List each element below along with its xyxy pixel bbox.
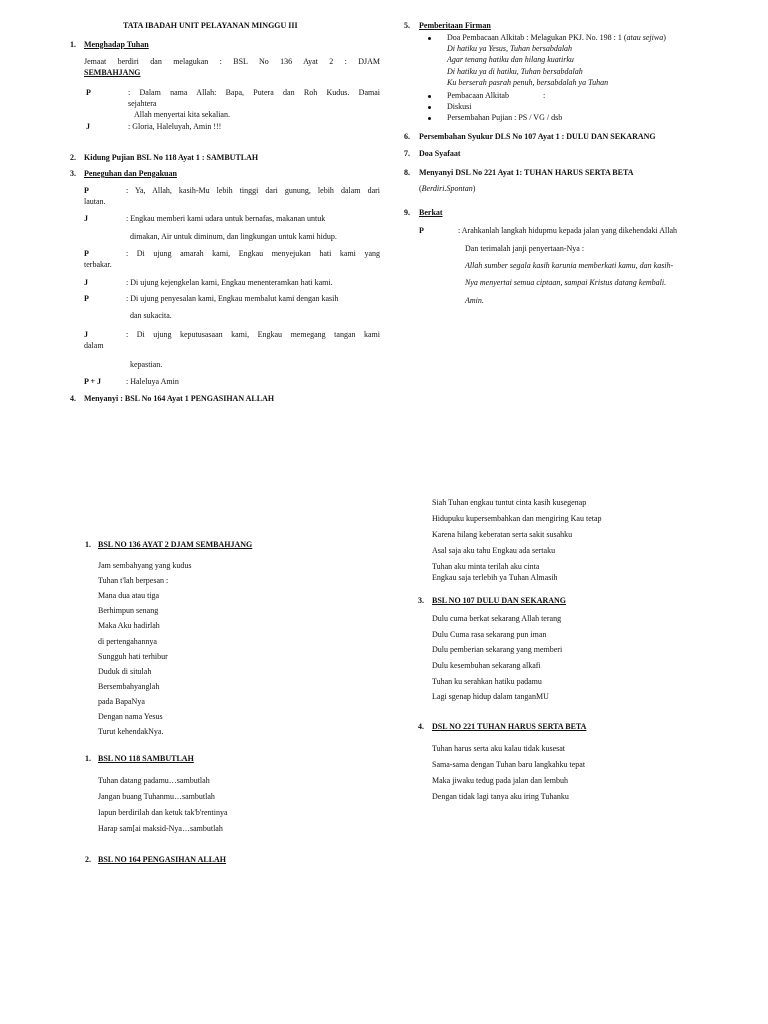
s9-line-1: : Arahkanlah langkah hidupmu kepada jalan yang dikehendaki Allah	[458, 226, 678, 235]
song1-title: BSL NO 136 AYAT 2 DJAM SEMBAHJANG	[98, 540, 253, 549]
song3-num: 2.	[85, 855, 91, 864]
s3-num: 3.	[70, 169, 76, 178]
song3-title: BSL NO 164 PENGASIHAN ALLAH	[98, 855, 227, 864]
s9-line-3: Allah sumber segala kasih karunia memberkati kamu, dan kasih-	[465, 261, 674, 270]
song1-line: Jam sembahyang yang kudus	[98, 561, 192, 570]
s3-r1-label: P	[84, 186, 89, 195]
song4-line: Dulu pemberian sekarang yang memberi	[432, 645, 563, 654]
s3-r3-text: : Di ujung amarah kami, Engkau menyejukan hati kami yang	[126, 249, 380, 258]
song2-line: Jangan buang Tuhanmu…sambutlah	[98, 792, 215, 801]
s5-lyric-1: Di hatiku ya Yesus, Tuhan bersabdalah	[447, 44, 573, 53]
song5-line: Sama-sama dengan Tuhan baru langkahku tepat	[432, 760, 586, 769]
song1-line: di pertengahannya	[98, 637, 157, 646]
song1-line: Bersembahyanglah	[98, 682, 160, 691]
song5-line: Maka jiwaku tedug pada jalan dan lembuh	[432, 776, 568, 785]
verse-line: Siah Tuhan engkau tuntut cinta kasih kusegenap	[432, 498, 587, 507]
s5-lyric-4: Ku berserah pasrah penuh, bersabdalah ya Tuhan	[447, 78, 609, 87]
s5-lyric-3: Di hatiku ya di hatiku, Tuhan bersabdalah	[447, 67, 583, 76]
s9-p-label: P	[419, 226, 424, 235]
s1-j-label: J	[86, 122, 90, 131]
s3-r2-label: J	[84, 214, 88, 223]
s9-title: Berkat	[419, 208, 443, 217]
s3-r3-text-b: terbakar.	[84, 260, 112, 269]
s1-p-text-c: Allah menyertai kita sekalian.	[134, 110, 230, 119]
song5-line: Dengan tidak lagi tanya aku iring Tuhanku	[432, 792, 569, 801]
s3-r4-text: : Di ujung kejengkelan kami, Engkau menenteramkan hati kami.	[126, 278, 333, 287]
s5-bullet-3: Diskusi	[447, 102, 472, 111]
s3-r2-text: : Engkau memberi kami udara untuk bernafas, makanan untuk	[126, 214, 326, 223]
s3-r6-text-b: dalam	[84, 341, 104, 350]
s3-r7-text: : Haleluya Amin	[126, 377, 179, 386]
song1-num: 1.	[85, 540, 91, 549]
song2-line: Iapun berdirilah dan ketuk tak'b'rentinya	[98, 808, 228, 817]
s8-num: 8.	[404, 168, 410, 177]
bullet-icon	[428, 37, 431, 40]
song2-num: 1.	[85, 754, 91, 763]
verse-line: Hidupuku kupersembahkan dan mengiring Kau tetap	[432, 514, 602, 523]
s5-title: Pemberitaan Firman	[419, 21, 491, 30]
s3-r2-text-b: dimakan, Air untuk diminum, dan lingkungan untuk kami hidup.	[130, 232, 337, 241]
s3-r7-label: P + J	[84, 377, 102, 386]
s5-lyric-2: Agar tenang hatiku dan hilang kuatirku	[447, 55, 574, 64]
s4-num: 4.	[70, 394, 76, 403]
song4-num: 3.	[418, 596, 424, 605]
s5-num: 5.	[404, 21, 410, 30]
s3-r5-label: P	[84, 294, 89, 303]
song1-line: pada BapaNya	[98, 697, 145, 706]
bullet-icon	[428, 117, 431, 120]
song2-line: Tuhan datang padamu…sambutlah	[98, 776, 210, 785]
s1-p-label: P	[86, 88, 91, 97]
s7-num: 7.	[404, 149, 410, 158]
song1-line: Duduk di situlah	[98, 667, 152, 676]
s1-num: 1.	[70, 40, 76, 49]
verse-line: Engkau saja terlebih ya Tuhan Almasih	[432, 573, 558, 582]
s1-title: Menghadap Tuhan	[84, 40, 149, 49]
s9-line-5: Amin.	[465, 296, 484, 305]
song5-num: 4.	[418, 722, 424, 731]
s3-r1-text: : Ya, Allah, kasih-Mu lebih tinggi dari gunung, lebih dalam dari	[126, 186, 380, 195]
song1-line: Dengan nama Yesus	[98, 712, 163, 721]
page-title: TATA IBADAH UNIT PELAYANAN MINGGU III	[123, 21, 298, 30]
song5-line: Tuhan harus serta aku kalau tidak kusesat	[432, 744, 566, 753]
song1-line: Sungguh hati terhibur	[98, 652, 168, 661]
song1-line: Maka Aku hadirlah	[98, 621, 160, 630]
song4-line: Dulu Cuma rasa sekarang pun iman	[432, 630, 547, 639]
s3-r5-text-b: dan sukacita.	[130, 311, 172, 320]
s1-intro: Jemaat berdiri dan melagukan : BSL No 136 Ayat 2 : DJAM	[84, 57, 380, 66]
s3-r6-text-c: kepastian.	[130, 360, 163, 369]
song1-line: Tuhan t'lah berpesan :	[98, 576, 169, 585]
s5-bullet-2: Pembacaan Alkitab	[447, 91, 509, 100]
song1-line: Turut kehendakNya.	[98, 727, 164, 736]
s1-intro-b: SEMBAHJANG	[84, 68, 141, 77]
s2-num: 2.	[70, 153, 76, 162]
verse-line: Asal saja aku tahu Engkau ada sertaku	[432, 546, 556, 555]
s3-r4-label: J	[84, 278, 88, 287]
s1-j-text: : Gloria, Haleluyah, Amin !!!	[128, 122, 222, 131]
song5-title: DSL NO 221 TUHAN HARUS SERTA BETA	[432, 722, 587, 731]
s5-bullet-2-colon: :	[543, 91, 546, 100]
s7-title: Doa Syafaat	[419, 149, 461, 158]
s5-bullet-1: Doa Pembacaan Alkitab : Melagukan PKJ. No. 198 : 1 (atau sejiwa)	[447, 33, 666, 42]
s8-title: Menyanyi DSL No 221 Ayat 1: TUHAN HARUS SERTA BETA	[419, 168, 634, 177]
s9-num: 9.	[404, 208, 410, 217]
song4-title: BSL NO 107 DULU DAN SEKARANG	[432, 596, 567, 605]
song1-line: Berhimpun senang	[98, 606, 159, 615]
s3-r6-label: J	[84, 330, 88, 339]
s8-note: (Berdiri.Spontan)	[419, 184, 476, 193]
s3-r3-label: P	[84, 249, 89, 258]
s6-num: 6.	[404, 132, 410, 141]
verse-line: Karena hilang keberatan serta sakit susahku	[432, 530, 573, 539]
bullet-icon	[428, 95, 431, 98]
s3-r1-text-b: lautan.	[84, 197, 106, 206]
s4-title: Menyanyi : BSL No 164 Ayat 1 PENGASIHAN ALLAH	[84, 394, 275, 403]
s3-r5-text: : Di ujung penyesalan kami, Engkau membalut kami dengan kasih	[126, 294, 339, 303]
song1-line: Mana dua atau tiga	[98, 591, 160, 600]
song4-line: Lagi sgenap hidup dalam tanganMU	[432, 692, 549, 701]
s6-title: Persembahan Syukur DLS No 107 Ayat 1 : DULU DAN SEKARANG	[419, 132, 656, 141]
s2-title: Kidung Pujian BSL No 118 Ayat 1 : SAMBUTLAH	[84, 153, 259, 162]
verse-line: Tuhan aku minta terilah aku cinta	[432, 562, 540, 571]
song2-title: BSL NO 118 SAMBUTLAH	[98, 754, 194, 763]
song4-line: Dulu cuma berkat sekarang Allah terang	[432, 614, 562, 623]
s5-bullet-4: Persembahan Pujian : PS / VG / dsb	[447, 113, 563, 122]
s3-r6-text: : Di ujung keputusasaan kami, Engkau memegang tangan kami	[126, 330, 380, 339]
song2-line: Harap sam[ai maksid-Nya…sambutlah	[98, 824, 223, 833]
song4-line: Dulu kesembuhan sekarang alkafi	[432, 661, 541, 670]
bullet-icon	[428, 106, 431, 109]
song4-line: Tuhan ku serahkan hatiku padamu	[432, 677, 542, 686]
s9-line-2: Dan terimalah janji penyertaan-Nya :	[465, 244, 585, 253]
s3-title: Peneguhan dan Pengakuan	[84, 169, 177, 178]
s1-p-text: : Dalam nama Allah: Bapa, Putera dan Roh Kudus. Damai	[128, 88, 380, 97]
s1-p-text-b: sejahtera	[128, 99, 157, 108]
s9-line-4: Nya menyertai semua ciptaan, sampai Kristus datang kembali.	[465, 278, 667, 287]
